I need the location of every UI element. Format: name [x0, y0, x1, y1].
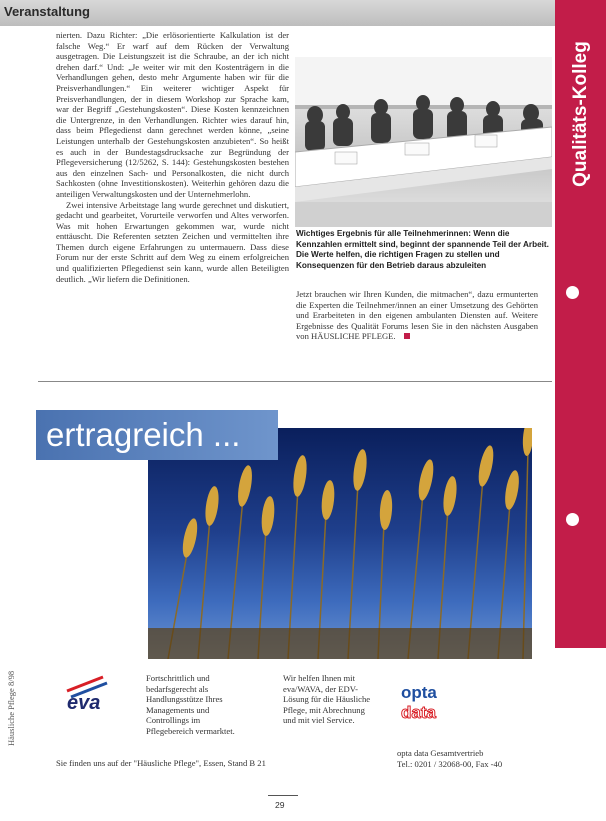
side-tab-label: Qualitäts-Kolleg: [570, 41, 591, 187]
ad-headline-box: [36, 410, 278, 460]
contact-info: [397, 748, 502, 769]
eva-logo: [63, 673, 125, 713]
page-number: 29: [275, 800, 285, 810]
wheat-illustration: [148, 428, 532, 659]
data-logo-text: data: [401, 703, 436, 722]
section-header-band: [0, 0, 555, 26]
eva-logo-text: eva: [67, 692, 101, 713]
wheat-field-photo: [148, 428, 532, 659]
article-paragraph: Zwei intensive Arbeitstage lang wurde gerechnet und diskutiert, gedacht und gearbeitet, Vorurteile verworfen und Altes verworfen. Was mit hohen Erwartungen gekommen war, wurde nicht enttäuscht. Die Referenten setzten Zeichen und vermittelten ihre Themen durch eigene Erfahrungen zu untermauern. Dass diese Forum nur der erste Schritt auf dem Weg zu einem erfolgreichen und qualifizierten Pflegedienst sein kann, wurde allen Beteiligten deutlich. „Wir liefern die Definitionen.: [56, 199, 289, 284]
side-strip: [555, 228, 606, 648]
photo-caption: Wichtiges Ergebnis für alle Teilnehmerinnen: Wenn die Kennzahlen ermittelt sind, beginnt der spannende Teil der Arbeit. Die Werte helfen, die richtigen Fragen zu stellen und Konsequenzen für den Betrieb daraus abzuleiten: [296, 229, 549, 270]
article-left-column: [56, 30, 289, 376]
workshop-photo: [295, 57, 552, 227]
side-dot: [566, 513, 579, 526]
ad-headline: ertragreich ...: [46, 416, 241, 453]
section-label: Veranstaltung: [4, 4, 90, 19]
issue-source: Häusliche Pflege 8/98: [6, 670, 16, 746]
booth-info: Sie finden uns auf der "Häusliche Pflege", Essen, Stand B 21: [56, 758, 266, 768]
contact-company: opta data Gesamtvertrieb: [397, 748, 484, 758]
side-tab: [555, 0, 606, 228]
side-dot: [566, 286, 579, 299]
contact-phone: Tel.: 0201 / 32068-00, Fax -40: [397, 758, 503, 769]
article-paragraph: nierten. Dazu Richter: „Die erlösorientierte Kalkulation ist der falsche Weg.“ Er warf auf dem Rücken der Verwaltung ausgetragen. Die Leistungszeit ist die Schraube, an der ich nicht drehen darf.“ Und: „Je weiter wir mit den Kostenträgern in die Verhandlungen gehen, desto mehr Argumente haben wir für die Preisverhandlungen.“ Ein weiterer wichtiger Aspekt für Preisverhandlungen, der in diesem Workshop zur Sprache kam, war der Begriff „Gestehungskosten“. Diese Kosten kennzeichnen die Untergrenze, in den Verhandlungen. Richter wies darauf hin, dass beim Pflegedienst dann gerechnet werden könne, „seine Leistungen unterhalb der Gestehungskosten anzubieten“. So heißt es auch in der Bundestagsdrucksache zur Begründung der Pflegeversicherung (12/5262, S. 144): Gestehungskosten bestehen aus den einzelnen Sach- und Personalkosten, die nicht durch Sachkosten (ohne Investitionskosten). Weiterhin gehören dazu die anteiligen Verwaltungskosten und der Unternehmerlohn.: [56, 30, 289, 199]
footer-rule: [268, 795, 298, 796]
opta-description: Wir helfen Ihnen mit eva/WAVA, der EDV-Lösung für die Häusliche Pflege, mit Abrechnung und mit viel Service.: [283, 673, 371, 726]
workshop-photo-illustration: [295, 57, 552, 227]
eva-description: Fortschrittlich und bedarfsgerecht als Handlungsstütze Ihres Managements und Controllings im Pflegebereich vermarktet.: [146, 673, 235, 736]
article-right-column: [296, 289, 538, 342]
opta-data-logo: [397, 682, 459, 722]
end-of-article-mark: [404, 333, 410, 339]
section-divider: [38, 381, 552, 382]
article-paragraph: Jetzt brauchen wir Ihren Kunden, die mitmachen“, dazu ermunterten die Experten die Teilnehmer/innen an einer Umsetzung des Gehörten und Erarbeiteten in den eigenen ambulanten Diensten auf. Weitere Ergebnisse des Qualität Forums lesen Sie in den nächsten Ausgaben von HÄUSLICHE PFLEGE.: [296, 289, 538, 342]
opta-logo-text: opta: [401, 683, 437, 702]
